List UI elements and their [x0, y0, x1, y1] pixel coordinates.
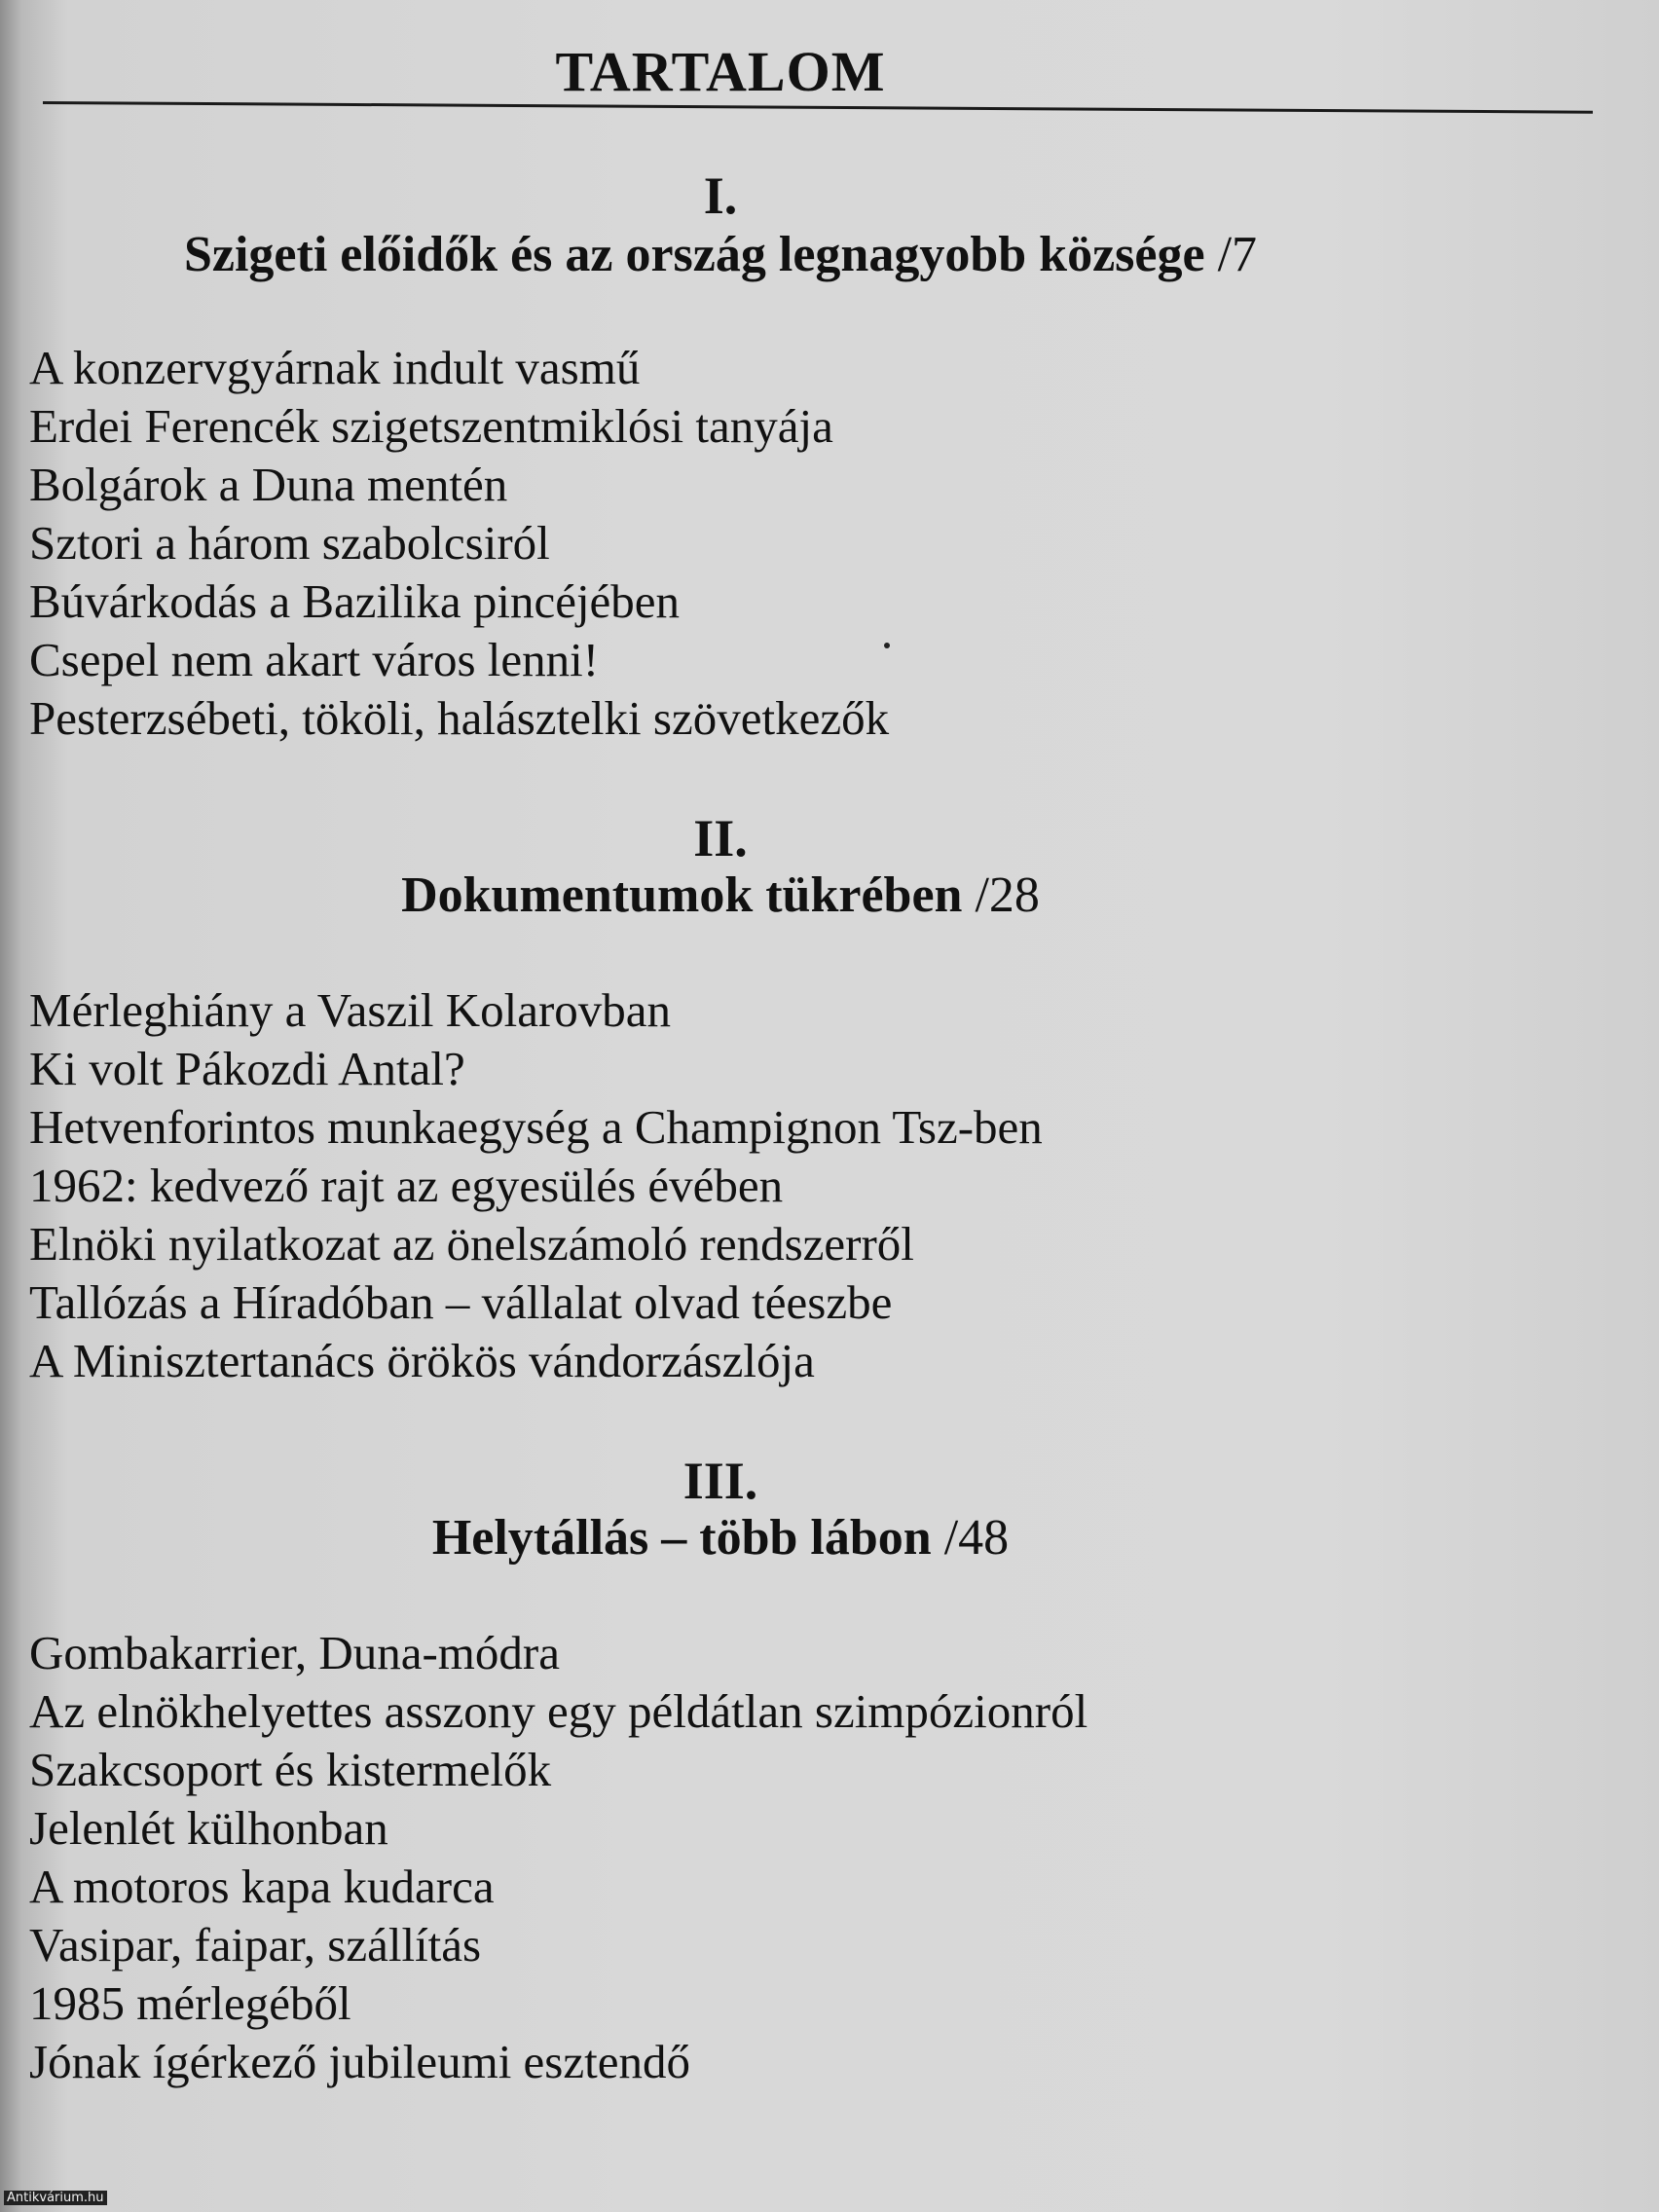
toc-entry: Bolgárok a Duna mentén: [29, 458, 508, 511]
toc-entry: Tallózás a Híradóban – vállalat olvad téeszbe: [29, 1275, 893, 1329]
section-2-title-text: Dokumentumok tükrében: [401, 867, 963, 923]
toc-entry: Szakcsoport és kistermelők: [29, 1743, 552, 1796]
toc-entry: Vasipar, faipar, szállítás: [29, 1918, 482, 1972]
section-1-entries: [29, 339, 889, 748]
toc-entry: Hetvenforintos munkaegység a Champignon Tsz-ben: [29, 1100, 1043, 1154]
section-2-title: [0, 866, 1441, 924]
section-1-number: I.: [703, 166, 738, 225]
toc-entry: Mérleghiány a Vaszil Kolarovban: [29, 983, 672, 1037]
section-2-entries: [29, 981, 1043, 1390]
toc-entry: Sztori a három szabolcsiról: [29, 516, 550, 570]
toc-entry: Erdei Ferencék szigetszentmiklósi tanyája: [29, 399, 833, 453]
toc-entry: Csepel nem akart város lenni!: [29, 633, 600, 686]
watermark-label: Antikvárium.hu: [4, 2191, 107, 2205]
section-2-page: /28: [975, 867, 1040, 923]
toc-entry: A Minisztertanács örökös vándorzászlója: [29, 1334, 815, 1387]
toc-entry: Gombakarrier, Duna-módra: [29, 1626, 560, 1679]
toc-entry: A konzervgyárnak indult vasmű: [29, 341, 641, 394]
toc-entry: A motoros kapa kudarca: [29, 1860, 495, 1913]
section-3-title: [0, 1509, 1441, 1567]
section-1-page: /7: [1217, 227, 1258, 282]
print-speck: [884, 643, 890, 648]
toc-entry: Ki volt Pákozdi Antal?: [29, 1042, 465, 1095]
toc-entry: Elnöki nyilatkozat az önelszámoló rendszerről: [29, 1217, 914, 1271]
toc-entry: 1985 mérlegéből: [29, 1976, 351, 2030]
section-3-title-text: Helytállás – több lábon: [431, 1510, 932, 1566]
contents-heading: TARTALOM: [555, 40, 886, 103]
section-2-number: II.: [693, 809, 748, 867]
toc-entry: 1962: kedvező rajt az egyesülés évében: [29, 1159, 784, 1212]
toc-entry: Pesterzsébeti, tököli, halásztelki szövetkezők: [29, 691, 890, 745]
toc-entry: Az elnökhelyettes asszony egy példátlan szimpózionról: [29, 1684, 1088, 1738]
section-1-title-text: Szigeti előidők és az ország legnagyobb községe: [183, 227, 1205, 282]
toc-entry: Jónak ígérkező jubileumi esztendő: [29, 2035, 690, 2088]
toc-entry: Jelenlét külhonban: [29, 1801, 388, 1855]
section-1-title: [0, 226, 1441, 283]
section-3-entries: [29, 1624, 1088, 2091]
toc-entry: Búvárkodás a Bazilika pincéjében: [29, 574, 681, 628]
section-3-number: III.: [682, 1452, 758, 1510]
section-3-page: /48: [943, 1510, 1010, 1566]
